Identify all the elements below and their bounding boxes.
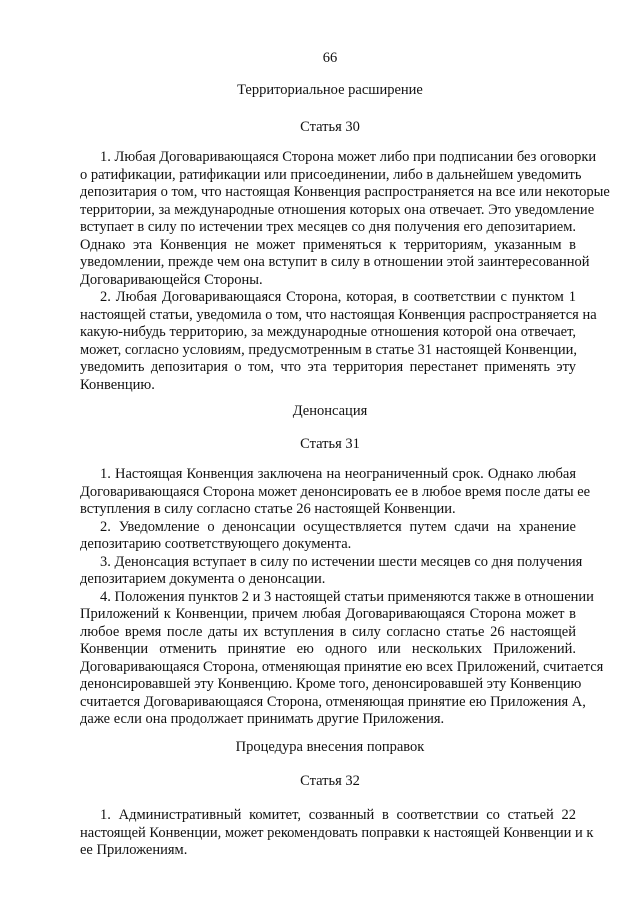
text-line: какую-нибудь территорию, за международные отношения которой она отвечает, [80,324,576,340]
paragraph [80,519,576,554]
text-line: Договаривающейся Стороны. [80,271,263,288]
text-line: Однако эта Конвенция не может применяться к территориям, указанным в [80,236,576,253]
text-line: любое время после даты их вступления в силу согласно статье 26 настоящей [80,623,576,640]
paragraph [80,807,594,860]
text-line: 1. Любая Договаривающаяся Сторона может либо при подписании без оговорки [100,149,597,165]
article-title: Статья 30 [300,119,360,135]
text-line: территории, за международные отношения которых она отвечает. Это уведомление [80,201,595,218]
text-line: считается Договаривающаяся Сторона, отменяющая принятие ею Приложения А, [80,693,586,710]
text-line: 1. Настоящая Конвенция заключена на неограниченный срок. Однако любая [100,466,576,482]
text-line: ее Приложениям. [80,842,188,858]
text-line: Договаривающаяся Сторона, отменяющая принятие ею всех Приложений, считается [80,658,604,675]
section-heading: Денонсация [292,403,368,419]
text-line: денонсировавшей эту Конвенцию. Кроме того, денонсировавшей эту Конвенцию [80,676,582,692]
text-line: Договаривающаяся Сторона может денонсировать ее в любое время после даты ее [80,483,591,500]
text-line: даже если она продолжает принимать другие Приложения. [80,711,445,727]
text-line: 3. Денонсация вступает в силу по истечении шести месяцев со дня получения [100,553,583,570]
paragraph [80,588,604,729]
article-body [80,149,610,394]
paragraph [80,553,583,589]
paragraph [80,149,610,289]
text-line: уведомлении, прежде чем она вступит в силу в отношении этой заинтересованной [80,254,590,270]
text-line: уведомить депозитария о том, что эта территория перестанет применять эту [80,359,576,375]
article-body [80,466,604,729]
text-line: Конвенции отменить принятие ею одного или нескольких Приложений. [80,641,576,657]
paragraph [80,289,597,394]
text-line: вступает в силу по истечении трех месяцев со дня получения его депозитарием. [80,219,576,235]
text-line: 1. Административный комитет, созванный в соответствии со статьей 22 [100,807,576,823]
text-line: 2. Уведомление о денонсации осуществляется путем сдачи на хранение [100,518,576,535]
page-number: 66 [322,50,338,66]
text-line: депозитарию соответствующего документа. [80,536,352,552]
paragraph [80,466,591,519]
text-line: вступления в силу согласно статье 26 настоящей Конвенции. [80,501,456,517]
article-title: Статья 31 [300,436,360,452]
article-body [80,807,594,860]
text-line: депозитарием документа о денонсации. [80,571,326,587]
text-line: Приложений к Конвенции, причем любая Договаривающаяся Сторона может в [80,606,576,622]
text-line: 4. Положения пунктов 2 и 3 настоящей статьи применяются также в отношении [100,588,594,605]
text-line: может, согласно условиям, предусмотренным в статье 31 настоящей Конвенции, [80,341,577,358]
text-line: депозитария о том, что настоящая Конвенция распространяется на все или некоторые [80,184,610,200]
article-title: Статья 32 [300,773,360,789]
text-line: о ратификации, ратификации или присоединении, либо в дальнейшем уведомить [80,166,582,183]
text-line: 2. Любая Договаривающаяся Сторона, которая, в соответствии с пунктом 1 [100,289,576,305]
section-heading: Процедура внесения поправок [235,739,425,755]
text-line: Конвенцию. [80,376,155,393]
text-line: настоящей Конвенции, может рекомендовать поправки к настоящей Конвенции и к [80,824,594,841]
section-heading: Территориальное расширение [237,82,423,98]
text-line: настоящей статьи, уведомила о том, что настоящая Конвенция распространяется на [80,306,597,323]
